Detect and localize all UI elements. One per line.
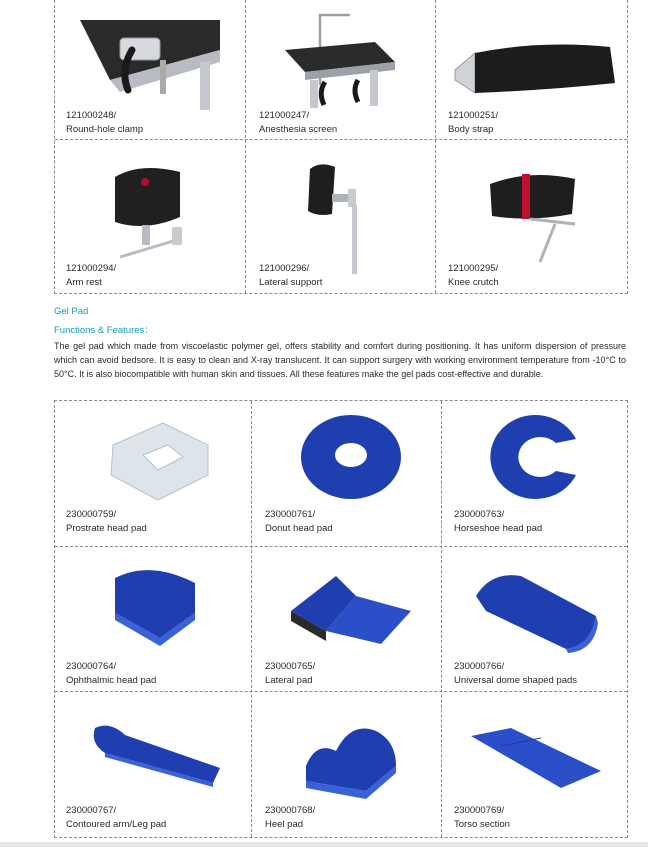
product-name: Prostrate head pad <box>66 523 147 534</box>
product-name: Knee crutch <box>448 277 499 288</box>
donut-head-pad-image <box>296 409 406 504</box>
product-name: Arm rest <box>66 277 102 288</box>
torso-section-image <box>466 726 606 801</box>
lateral-support-image <box>300 159 380 279</box>
product-code: 121000295/ <box>448 263 499 274</box>
product-code: 230000768/ <box>265 805 316 816</box>
ophthalmic-head-pad-image <box>105 558 205 648</box>
product-code: 230000766/ <box>454 661 505 672</box>
product-code: 121000296/ <box>259 263 310 274</box>
arm-rest-image <box>100 157 200 262</box>
product-name: Anesthesia screen <box>259 124 338 135</box>
product-code: 121000294/ <box>66 263 117 274</box>
anesthesia-screen-image <box>270 10 420 110</box>
product-cell <box>441 546 627 691</box>
product-cell <box>245 0 435 139</box>
product-name: Heel pad <box>265 819 304 830</box>
lateral-pad-image <box>286 566 416 646</box>
product-code: 230000765/ <box>265 661 316 672</box>
section-subtitle: Functions & Features： <box>54 325 154 336</box>
gel-pads-grid <box>54 400 628 838</box>
dome-pad-image <box>466 561 601 656</box>
horseshoe-head-pad-image <box>481 409 591 504</box>
page-footer-bar <box>0 842 648 847</box>
product-cell <box>441 691 627 837</box>
product-cell <box>251 401 441 546</box>
product-cell <box>55 691 251 837</box>
product-code: 230000759/ <box>66 509 117 520</box>
knee-crutch-image <box>480 164 590 264</box>
product-cell <box>55 401 251 546</box>
product-name: Contoured arm/Leg pad <box>66 819 167 830</box>
product-code: 230000769/ <box>454 805 505 816</box>
round-hole-clamp-image <box>70 10 230 110</box>
product-cell <box>441 401 627 546</box>
section-title: Gel Pad <box>54 306 89 317</box>
product-name: Donut head pad <box>265 523 333 534</box>
product-code: 230000761/ <box>265 509 316 520</box>
product-code: 230000763/ <box>454 509 505 520</box>
product-name: Ophthalmic head pad <box>66 675 157 686</box>
product-cell <box>251 546 441 691</box>
product-name: Universal dome shaped pads <box>454 675 578 686</box>
product-name: Lateral pad <box>265 675 313 686</box>
product-name: Round-hole clamp <box>66 124 144 135</box>
product-cell <box>55 0 245 139</box>
product-cell <box>435 139 627 293</box>
product-cell <box>55 139 245 293</box>
product-name: Body strap <box>448 124 494 135</box>
product-cell <box>55 546 251 691</box>
product-code: 121000251/ <box>448 110 499 121</box>
product-name: Torso section <box>454 819 510 830</box>
prostrate-head-pad-image <box>103 415 213 505</box>
product-code: 230000764/ <box>66 661 117 672</box>
product-code: 121000248/ <box>66 110 117 121</box>
arm-leg-pad-image <box>85 713 225 788</box>
body-strap-image <box>450 35 620 105</box>
product-name: Lateral support <box>259 277 323 288</box>
product-cell <box>251 691 441 837</box>
product-code: 230000767/ <box>66 805 117 816</box>
heel-pad-image <box>296 711 406 801</box>
section-description: The gel pad which made from viscoelastic polymer gel, offers stability and comfort during positioning. It has uniform dispersion of pressure which can avoid bedsore. It is easy to clean and X-ray translucent. It can support surgery with working environment temperature from -10°C to 50°C. It is also biocompatible with human skin and tissues. All these features make the gel pads cost-effective and durable. <box>54 341 626 380</box>
product-cell <box>245 139 435 293</box>
product-cell <box>435 0 627 139</box>
product-code: 121000247/ <box>259 110 310 121</box>
product-name: Horseshoe head pad <box>454 523 543 534</box>
accessories-grid <box>54 0 628 294</box>
